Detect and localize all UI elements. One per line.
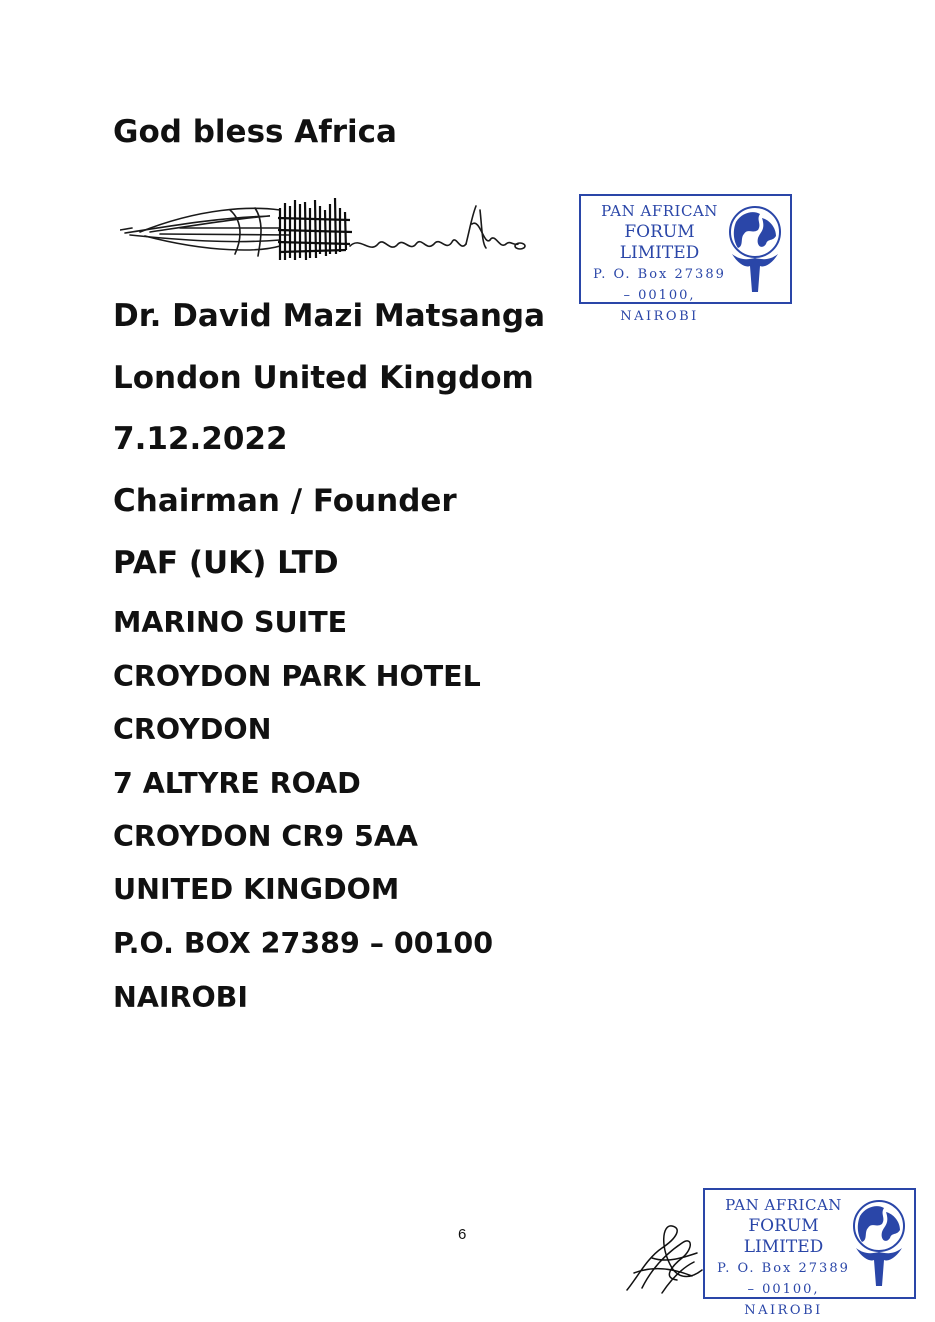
stamp-line: – 00100, (747, 1282, 820, 1297)
company-stamp (579, 194, 792, 324)
globe-torch-icon (726, 204, 784, 296)
signature-icon (120, 188, 530, 268)
stamp-line: PAN AFRICAN (725, 1196, 842, 1214)
stamp-line: FORUM LIMITED (743, 1216, 824, 1257)
address-line: UNITED KINGDOM (113, 873, 400, 906)
address-line: CROYDON CR9 5AA (113, 820, 418, 853)
address-line: NAIROBI (113, 981, 249, 1014)
signatory-role: Chairman / Founder (113, 483, 457, 519)
address-line: CROYDON (113, 713, 272, 746)
signatory-name: Dr. David Mazi Matsanga (113, 298, 546, 334)
stamp-line: NAIROBI (620, 309, 699, 324)
signatory-date: 7.12.2022 (113, 421, 288, 457)
stamp-line: PAN AFRICAN (601, 202, 718, 220)
signatory-organization: PAF (UK) LTD (113, 545, 339, 581)
page-number: 6 (458, 1226, 467, 1243)
stamp-line: NAIROBI (744, 1303, 823, 1318)
address-line: P.O. BOX 27389 – 00100 (113, 927, 494, 960)
greeting: God bless Africa (113, 114, 397, 150)
stamp-line: – 00100, (623, 288, 696, 303)
stamp-line: P. O. Box 27389 (717, 1261, 850, 1276)
stamp-line: P. O. Box 27389 (593, 267, 726, 282)
globe-torch-icon (850, 1198, 908, 1290)
address-line: 7 ALTYRE ROAD (113, 767, 361, 800)
initials-signature-icon (622, 1218, 712, 1298)
stamp-line: FORUM LIMITED (619, 222, 700, 263)
signatory-location: London United Kingdom (113, 360, 534, 396)
address-line: CROYDON PARK HOTEL (113, 660, 481, 693)
address-line: MARINO SUITE (113, 606, 348, 639)
company-stamp (703, 1188, 916, 1318)
